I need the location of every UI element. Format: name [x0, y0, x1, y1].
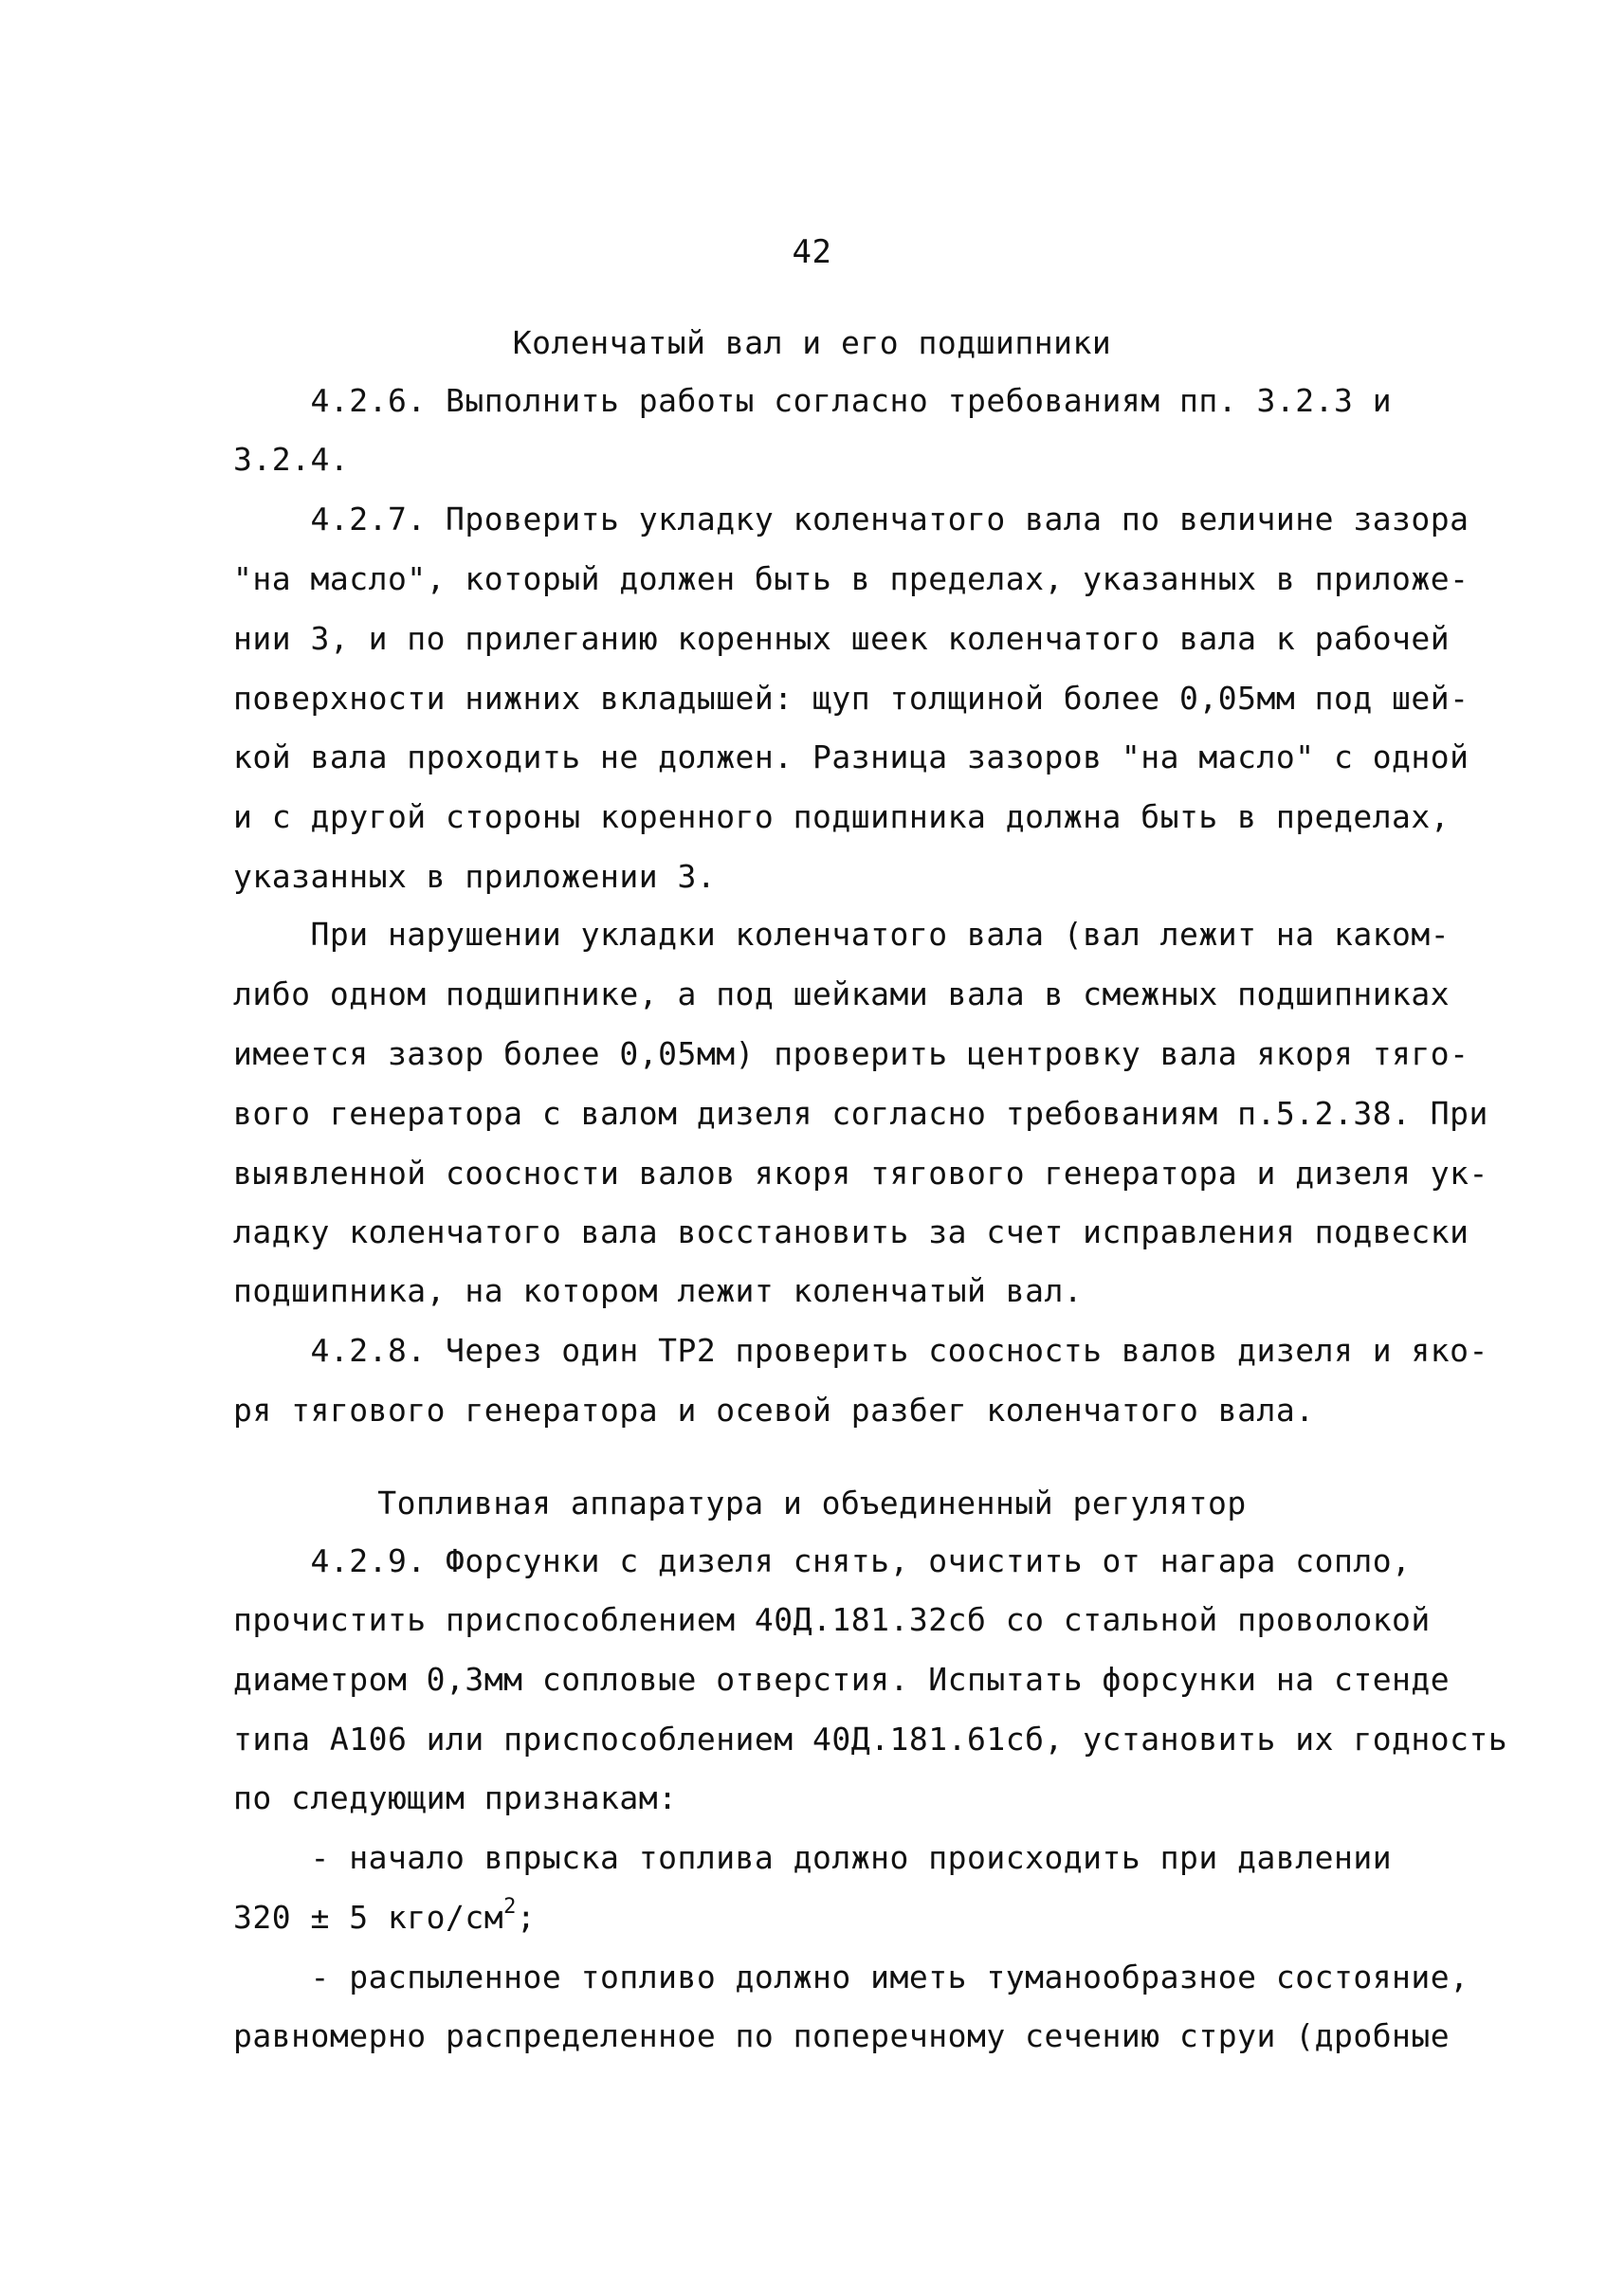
text-line: кой вала проходить не должен. Разница зазоров "на масло" с одной	[233, 738, 1469, 775]
pressure-line	[233, 1895, 537, 1937]
text-line: "на масло", который должен быть в пределах, указанных в приложе-	[233, 560, 1469, 597]
text-line: имеется зазор более 0,05мм) проверить центровку вала якоря тяго-	[233, 1035, 1469, 1072]
text-line: подшипника, на котором лежит коленчатый вал.	[233, 1272, 1084, 1309]
text-line: равномерно распределенное по поперечному сечению струи (дробные	[233, 2017, 1451, 2054]
text-line: При нарушении укладки коленчатого вала (вал лежит на каком-	[233, 916, 1451, 953]
pressure-value: 320 ± 5 кго/см	[233, 1899, 504, 1936]
pressure-superscript: 2	[503, 1895, 517, 1919]
text-line: нии 3, и по прилеганию коренных шеек коленчатого вала к рабочей	[233, 620, 1451, 657]
text-line: 4.2.6. Выполнить работы согласно требованиям пп. 3.2.3 и	[233, 382, 1393, 419]
text-line: вого генератора с валом дизеля согласно требованиям п.5.2.38. При	[233, 1095, 1488, 1132]
text-line: указанных в приложении 3.	[233, 858, 717, 895]
text-line: 4.2.9. Форсунки с дизеля снять, очистить от нагара сопло,	[233, 1542, 1412, 1579]
text-line: прочистить приспособлением 40Д.181.32сб со стальной проволокой	[233, 1601, 1431, 1638]
text-line: 4.2.8. Через один ТР2 проверить соосность валов дизеля и яко-	[233, 1332, 1488, 1369]
text-line: типа А106 или приспособлением 40Д.181.61сб, установить их годность	[233, 1721, 1508, 1758]
text-line: ладку коленчатого вала восстановить за счет исправления подвески	[233, 1213, 1469, 1250]
text-line: - распыленное топливо должно иметь туманообразное состояние,	[233, 1959, 1469, 1995]
page-number: 42	[792, 233, 832, 271]
text-line: ря тягового генератора и осевой разбег коленчатого вала.	[233, 1392, 1315, 1429]
text-line: и с другой стороны коренного подшипника должна быть в пределах,	[233, 798, 1451, 835]
text-line: 4.2.7. Проверить укладку коленчатого вала по величине зазора	[233, 501, 1469, 538]
text-line: по следующим признакам:	[233, 1779, 678, 1816]
text-line: либо одном подшипнике, а под шейками вала в смежных подшипниках	[233, 975, 1451, 1012]
text-line: выявленной соосности валов якоря тягового генератора и дизеля ук-	[233, 1155, 1488, 1192]
section-heading-fuel-equipment: Топливная аппаратура и объединенный регулятор	[377, 1485, 1247, 1522]
text-line: - начало впрыска топлива должно происходить при давлении	[233, 1839, 1393, 1876]
section-heading-crankshaft: Коленчатый вал и его подшипники	[512, 324, 1112, 361]
text-line: поверхности нижних вкладышей: щуп толщиной более 0,05мм под шей-	[233, 680, 1469, 717]
pressure-suffix: ;	[516, 1899, 537, 1936]
text-line: 3.2.4.	[233, 441, 350, 478]
text-line: диаметром 0,3мм сопловые отверстия. Испытать форсунки на стенде	[233, 1661, 1451, 1698]
